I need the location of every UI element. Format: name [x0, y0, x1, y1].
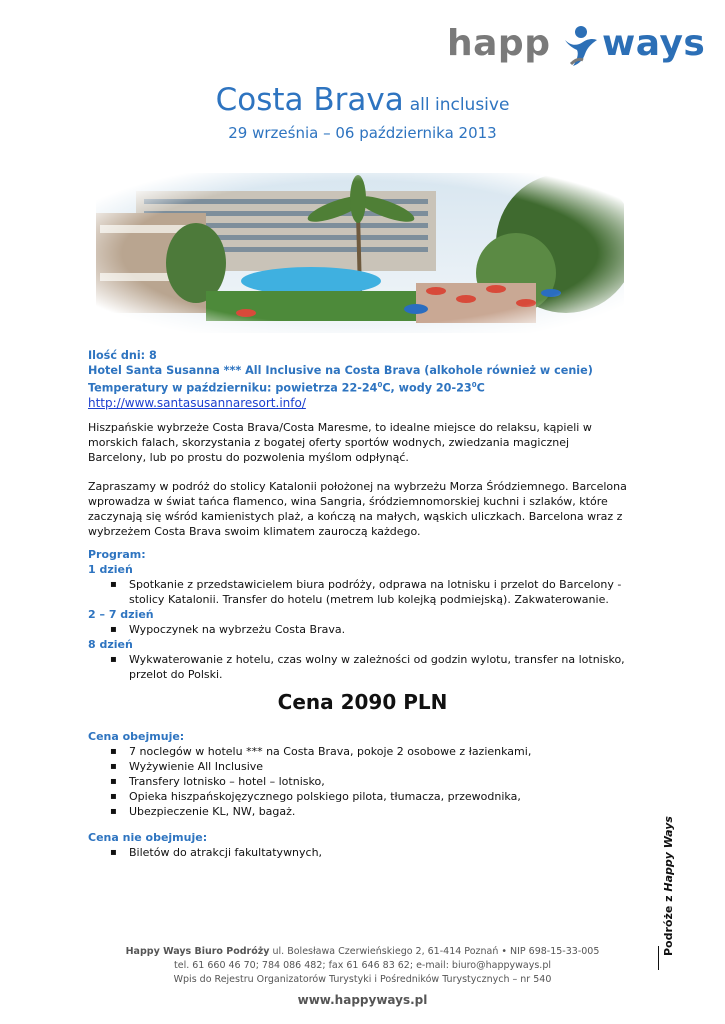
days-count: Ilość dni: 8 — [88, 349, 157, 362]
page-title — [0, 82, 725, 118]
logo-word-ways: ways — [602, 23, 706, 64]
footer — [0, 945, 725, 987]
list-item: ▪ Biletów do atrakcji fakultatywnych, — [88, 845, 648, 860]
excluded-section — [88, 830, 648, 860]
list-item: ▪ Transfery lotnisko – hotel – lotnisko, — [88, 774, 648, 789]
included-section — [88, 729, 648, 819]
side-tagline — [640, 808, 680, 958]
program-day-list — [88, 652, 648, 682]
program-day-label: 2 – 7 dzień — [88, 608, 154, 621]
side-tagline-brand: Happy Ways — [662, 816, 675, 892]
trip-info — [88, 348, 648, 411]
list-item: ▪ Ubezpieczenie KL, NW, bagaż. — [88, 804, 648, 819]
list-item: ▪ Wyżywienie All Inclusive — [88, 759, 648, 774]
temperature-info: Temperatury w październiku: powietrza $22-24^0C$, wody $20-23^0C$ — [88, 381, 485, 395]
list-item: ▪ Wypoczynek na wybrzeżu Costa Brava. — [88, 622, 648, 637]
excluded-heading: Cena nie obejmuje: — [88, 831, 208, 844]
description-paragraph-2: Zapraszamy w podróż do stolicy Katalonii położonej na wybrzeżu Morza Śródziemnego. Barcelona wprowadza w świat tańca flamenco, wina Sangria, śródziemnomorskiej kuchni i szlaków, które zaczynają się wśród kamienistych plaż, a kończą na małych, wąskich uliczkach. Barcelona wraz z wybrzeżem Costa Brava swoim klimatem zauroczą każdego. — [88, 480, 627, 538]
hotel-name: Hotel Santa Susanna *** All Inclusive na Costa Brava (alkohole również w cenie) — [88, 364, 593, 377]
list-item: ▪ Spotkanie z przedstawicielem biura podróży, odprawa na lotnisku i przelot do Barcelony - stolicy Katalonii. Transfer do hotelu (metrem lub kolejką podmiejską). Zakwaterowanie. — [88, 577, 648, 607]
list-item: ▪ Opieka hiszpańskojęzycznego polskiego pilota, tłumacza, przewodnika, — [88, 789, 648, 804]
program-day-label: 1 dzień — [88, 563, 133, 576]
list-item: ▪ 7 noclegów w hotelu *** na Costa Brava, pokoje 2 osobowe z łazienkami, — [88, 744, 648, 759]
price-heading: Cena 2090 PLN — [277, 690, 448, 714]
company-logo — [447, 22, 706, 70]
program-day-list — [88, 622, 648, 637]
footer-address-line: Happy Ways Biuro Podróży ul. Bolesława Czerwieńskiego 2, 61-414 Poznań • NIP 698-15-33-005 — [125, 946, 600, 957]
excluded-list — [88, 845, 648, 860]
program-section — [88, 547, 648, 682]
logo-word-happ: happ — [447, 23, 551, 64]
list-item: ▪ Wykwaterowanie z hotelu, czas wolny w zależności od godzin wylotu, transfer na lotnisko, przelot do Polski. — [88, 652, 648, 682]
program-day-label: 8 dzień — [88, 638, 133, 651]
included-heading: Cena obejmuje: — [88, 730, 185, 743]
program-heading: Program: — [88, 548, 146, 561]
logo-figure-icon — [559, 24, 599, 68]
title-destination: Costa Brava — [215, 82, 404, 118]
footer-contact-line: tel. 61 660 46 70; 784 086 482; fax 61 646 83 62; e-mail: biuro@happyways.pl — [174, 960, 551, 971]
program-day-list — [88, 577, 648, 607]
trip-dates: 29 września – 06 października 2013 — [228, 124, 497, 142]
hotel-website-link[interactable]: http://www.santasusannaresort.info/ — [88, 395, 306, 410]
included-list — [88, 744, 648, 819]
side-tagline-prefix: Podróże z — [662, 891, 675, 956]
footer-company: Happy Ways Biuro Podróży — [125, 946, 270, 957]
description-paragraph-1: Hiszpańskie wybrzeże Costa Brava/Costa Maresme, to idealne miejsce do relaksu, kąpieli w morskich falach, skorzystania z bogatej oferty sportów wodnych, zwiedzania magicznej Barcelony, lub po prostu do pozwolenia myślom odpłynąć. — [88, 421, 592, 464]
hotel-pool-photo — [96, 173, 624, 333]
footer-registry-line: Wpis do Rejestru Organizatorów Turystyki i Pośredników Turystycznych – nr 540 — [173, 974, 552, 985]
footer-website[interactable]: www.happyways.pl — [297, 993, 428, 1007]
title-subtitle: all inclusive — [409, 95, 510, 115]
